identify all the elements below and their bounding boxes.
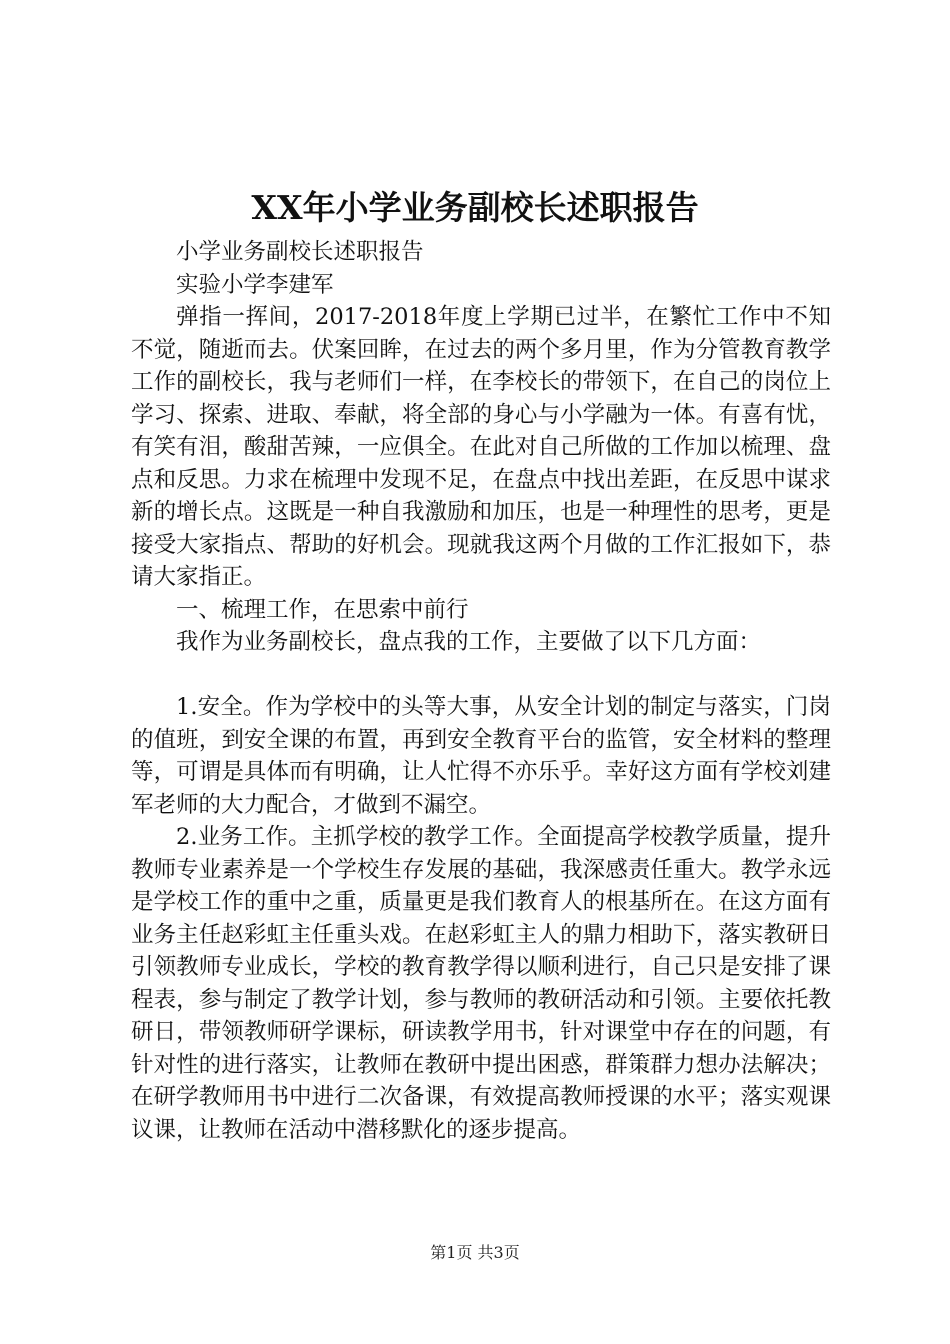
paragraph-blank: [131, 659, 831, 692]
paragraph-safety: 1.安全。作为学校中的头等大事，从安全计划的制定与落实，门岗的值班，到安全课的布置，再到安全教育平台的监管，安全材料的整理等，可谓是具体而有明确，让人忙得不亦乐乎。幸好这方面有学校刘建军老师的大力配合，才做到不漏空。: [131, 694, 831, 818]
paragraph-author: 实验小学李建军: [176, 271, 334, 298]
section-heading-1: 一、梳理工作，在思索中前行: [176, 596, 469, 623]
paragraph-teaching: 2.业务工作。主抓学校的教学工作。全面提高学校教学质量，提升教师专业素养是一个学校生存发展的基础，我深感责任重大。教学永远是学校工作的重中之重，质量更是我们教育人的根基所在。在这方面有业务主任赵彩虹主任重头戏。在赵彩虹主人的鼎力相助下，落实教研日引领教师专业成长，学校的教育教学得以顺利进行，自己只是安排了课程表，参与制定了教学计划，参与教师的教研活动和引领。主要依托教研日，带领教师研学课标，研读教学用书，针对课堂中存在的问题，有针对性的进行落实，让教师在教研中提出困惑，群策群力想办法解决；在研学教师用书中进行二次备课，有效提高教师授课的水平；落实观课议课，让教师在活动中潜移默化的逐步提高。: [131, 824, 831, 1143]
document-body: [131, 236, 831, 1146]
document-title: XX年小学业务副校长述职报告: [251, 188, 699, 227]
paragraph-subtitle: 小学业务副校长述职报告: [176, 239, 424, 265]
paragraph-work-overview: 我作为业务副校长，盘点我的工作，主要做了以下几方面：: [176, 629, 762, 655]
page-footer: 第1页 共3页: [430, 1243, 520, 1262]
paragraph-intro: 弹指一挥间，2017-2018年度上学期已过半，在繁忙工作中不知不觉，随逝而去。伏案回眸，在过去的两个多月里，作为分管教育教学工作的副校长，我与老师们一样，在李校长的带领下，在自己的岗位上学习、探索、进取、奉献，将全部的身心与小学融为一体。有喜有忧，有笑有泪，酸甜苦辣，一应俱全。在此对自己所做的工作加以梳理、盘点和反思。力求在梳理中发现不足，在盘点中找出差距，在反思中谋求新的增长点。这既是一种自我激励和加压，也是一种理性的思考，更是接受大家指点、帮助的好机会。现就我这两个月做的工作汇报如下，恭请大家指正。: [131, 304, 831, 590]
